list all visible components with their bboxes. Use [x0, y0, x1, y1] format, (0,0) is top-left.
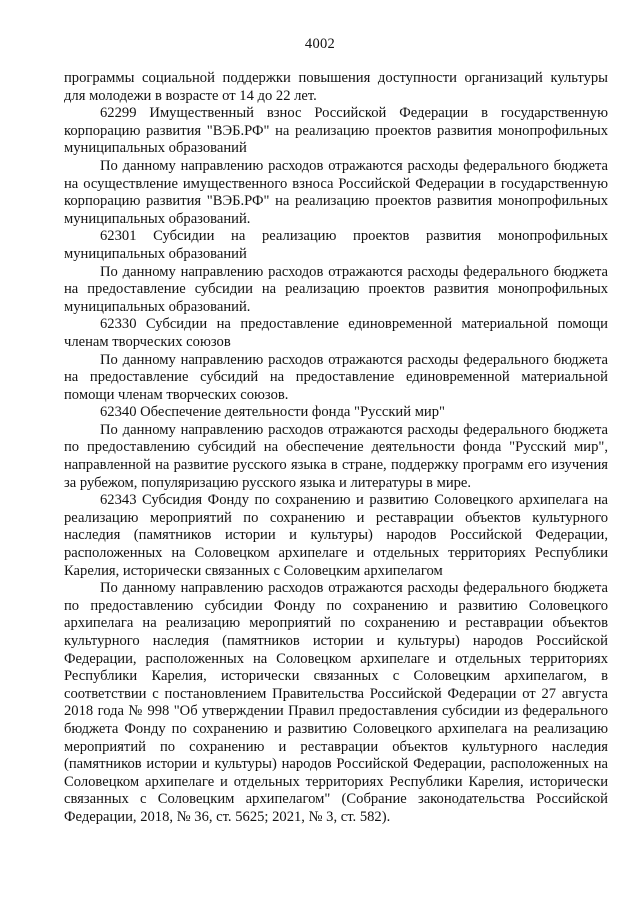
page-number: 4002	[304, 36, 336, 52]
heading-62330: 62330 Субсидии на предоставление единовременной материальной помощи членам творческих союзов	[64, 316, 608, 350]
paragraph-62343-description: По данному направлению расходов отражаются расходы федерального бюджета по предоставлению субсидии Фонду по сохранению и развитию Соловецкого архипелага на реализацию мероприятий по сохранению и реставрации объектов культурного наследия (памятников истории и культуры) народов Российской Федерации, расположенных на Соловецком архипелаге и отдельных территориях Республики Карелия, исторически связанных с Соловецким архипелагом, в соответствии с постановлением Правительства Российской Федерации от 27 августа 2018 года № 998 "Об утверждении Правил предоставления субсидии из федерального бюджета Фонду по сохранению и развитию Соловецкого архипелага на реализацию мероприятий по сохранению и реставрации объектов культурного наследия (памятников истории и культуры) народов Российской Федерации, расположенных на Соловецком архипелаге и отдельных территориях Республики Карелия, исторически связанных с Соловецким архипелагом" (Собрание законодательства Российской Федерации, 2018, № 36, ст. 5625; 2021, № 3, ст. 582).	[64, 580, 608, 825]
heading-62301: 62301 Субсидии на реализацию проектов развития монопрофильных муниципальных образований	[64, 228, 608, 262]
heading-62340: 62340 Обеспечение деятельности фонда "Русский мир"	[100, 404, 445, 421]
heading-62299: 62299 Имущественный взнос Российской Федерации в государственную корпорацию развития "ВЭБ.РФ" на реализацию проектов развития монопрофильных муниципальных образований	[64, 105, 608, 157]
paragraph-62299-description: По данному направлению расходов отражаются расходы федерального бюджета на осуществление имущественного взноса Российской Федерации в государственную корпорацию развития "ВЭБ.РФ" на реализацию проектов развития монопрофильных муниципальных образований.	[64, 157, 608, 227]
heading-62343: 62343 Субсидия Фонду по сохранению и развитию Соловецкого архипелага на реализацию мероприятий по сохранению и реставрации объектов культурного наследия (памятников истории и культуры) народов Российской Федерации, расположенных на Соловецком архипелаге и отдельных территориях Республики Карелия, исторически связанных с Соловецким архипелагом	[64, 492, 608, 579]
paragraph-62340-description: По данному направлению расходов отражаются расходы федерального бюджета по предоставлению субсидий на обеспечение деятельности фонда "Русский мир", направленной на развитие русского языка в стране, поддержку программ его изучения за рубежом, популяризацию русского языка и литературы в мире.	[64, 421, 608, 491]
paragraph-62330-description: По данному направлению расходов отражаются расходы федерального бюджета на предоставление субсидий на предоставление единовременной материальной помощи членам творческих союзов.	[64, 351, 608, 403]
document-body	[64, 70, 608, 827]
paragraph-62301-description: По данному направлению расходов отражаются расходы федерального бюджета на предоставление субсидии на реализацию проектов развития монопрофильных муниципальных образований.	[64, 263, 608, 315]
paragraph-continuation: программы социальной поддержки повышения доступности организаций культуры для молодежи в возрасте от 14 до 22 лет.	[64, 70, 608, 104]
